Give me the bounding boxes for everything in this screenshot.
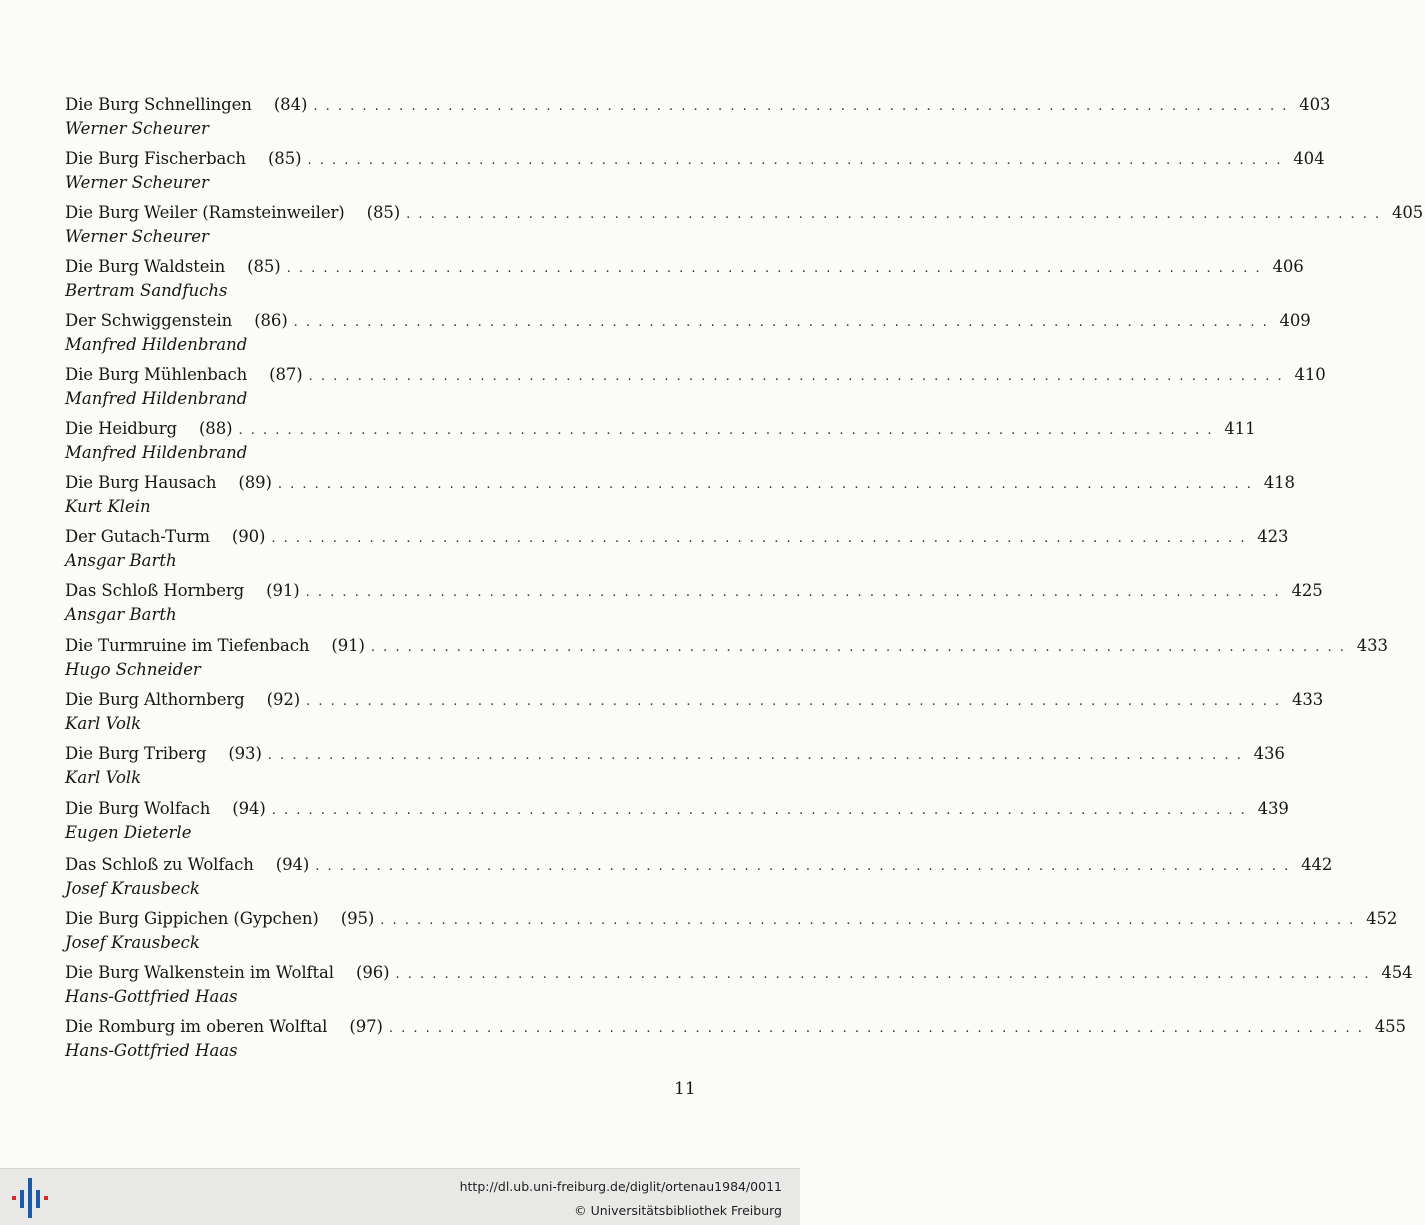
entry-title: Der Schwiggenstein	[65, 311, 233, 330]
toc-entry	[65, 148, 1325, 196]
entry-number: (95)	[340, 909, 375, 928]
entry-author: Kurt Klein	[65, 497, 151, 516]
entry-title: Das Schloß zu Wolfach	[65, 855, 254, 874]
entry-page: 439	[1257, 799, 1289, 818]
entry-author: Karl Volk	[65, 768, 142, 787]
entry-number: (85)	[366, 203, 401, 222]
dot-leader: . . . . . . . . . . . . . . . . . . . . . . . . . . . . . . . . . . . . . . . . . . . . . . . . . . . . . . . . . . . . . . . . . . . . . . . . . . . . . . . .	[380, 913, 1356, 928]
source-link[interactable]: http://dl.ub.uni-freiburg.de/diglit/ortenau1984/0011	[459, 1179, 782, 1194]
entry-title: Die Burg Hausach	[65, 473, 217, 492]
entry-author: Ansgar Barth	[65, 605, 177, 624]
entry-number: (85)	[267, 149, 302, 168]
dot-leader: . . . . . . . . . . . . . . . . . . . . . . . . . . . . . . . . . . . . . . . . . . . . . . . . . . . . . . . . . . . . . . . . . . . . . . . . . . . . . . . .	[271, 531, 1247, 546]
toc-entry	[65, 635, 1388, 683]
dot-leader: . . . . . . . . . . . . . . . . . . . . . . . . . . . . . . . . . . . . . . . . . . . . . . . . . . . . . . . . . . . . . . . . . . . . . . . . . . . . . . . .	[271, 803, 1247, 818]
dot-leader: . . . . . . . . . . . . . . . . . . . . . . . . . . . . . . . . . . . . . . . . . . . . . . . . . . . . . . . . . . . . . . . . . . . . . . . . . . . . . . . .	[267, 748, 1243, 763]
dot-leader: . . . . . . . . . . . . . . . . . . . . . . . . . . . . . . . . . . . . . . . . . . . . . . . . . . . . . . . . . . . . . . . . . . . . . . . . . . . . . . . .	[277, 477, 1253, 492]
toc-entry	[65, 854, 1333, 902]
entry-page: 442	[1301, 855, 1333, 874]
entry-page: 423	[1257, 527, 1289, 546]
toc-entry	[65, 1016, 1406, 1064]
footer-bar	[0, 1168, 800, 1225]
entry-title: Die Burg Mühlenbach	[65, 365, 248, 384]
dot-leader: . . . . . . . . . . . . . . . . . . . . . . . . . . . . . . . . . . . . . . . . . . . . . . . . . . . . . . . . . . . . . . . . . . . . . . . . . . . . . . . .	[388, 1021, 1364, 1036]
entry-page: 436	[1253, 744, 1285, 763]
entry-page: 406	[1272, 257, 1304, 276]
entry-number: (93)	[228, 744, 262, 763]
toc-entry	[65, 689, 1324, 737]
entry-number: (96)	[355, 963, 390, 982]
entry-number: (91)	[266, 581, 300, 600]
entry-page: 452	[1366, 909, 1398, 928]
entry-author: Hugo Schneider	[65, 660, 201, 679]
page-number: 11	[674, 1079, 696, 1099]
entry-page: 404	[1293, 149, 1325, 168]
entry-page: 418	[1263, 473, 1295, 492]
toc-entry	[65, 418, 1256, 466]
entry-author: Werner Scheurer	[65, 119, 209, 138]
toc-entry	[65, 526, 1289, 574]
entry-number: (86)	[254, 311, 288, 330]
entry-page: 411	[1224, 419, 1256, 438]
copyright-text: © Universitätsbibliothek Freiburg	[574, 1203, 782, 1218]
dot-leader: . . . . . . . . . . . . . . . . . . . . . . . . . . . . . . . . . . . . . . . . . . . . . . . . . . . . . . . . . . . . . . . . . . . . . . . . . . . . . . . .	[306, 694, 1282, 709]
entry-number: (84)	[273, 95, 308, 114]
entry-number: (90)	[231, 527, 266, 546]
entry-author: Ansgar Barth	[65, 551, 177, 570]
entry-page: 454	[1381, 963, 1413, 982]
entry-author: Eugen Dieterle	[65, 823, 192, 842]
toc-entry	[65, 256, 1304, 304]
entry-page: 409	[1279, 311, 1311, 330]
entry-author: Manfred Hildenbrand	[65, 389, 248, 408]
entry-author: Werner Scheurer	[65, 227, 209, 246]
entry-author: Manfred Hildenbrand	[65, 335, 248, 354]
entry-title: Die Burg Wolfach	[65, 799, 211, 818]
entry-title: Die Burg Walkenstein im Wolftal	[65, 963, 334, 982]
entry-page: 403	[1299, 95, 1331, 114]
entry-page: 425	[1291, 581, 1323, 600]
dot-leader: . . . . . . . . . . . . . . . . . . . . . . . . . . . . . . . . . . . . . . . . . . . . . . . . . . . . . . . . . . . . . . . . . . . . . . . . . . . . . . . .	[238, 423, 1214, 438]
entry-author: Josef Krausbeck	[65, 879, 200, 898]
entry-number: (94)	[232, 799, 266, 818]
entry-page: 410	[1294, 365, 1326, 384]
entry-number: (89)	[238, 473, 272, 492]
dot-leader: . . . . . . . . . . . . . . . . . . . . . . . . . . . . . . . . . . . . . . . . . . . . . . . . . . . . . . . . . . . . . . . . . . . . . . . . . . . . . . . .	[307, 153, 1283, 168]
toc-entry	[65, 472, 1295, 520]
entry-author: Manfred Hildenbrand	[65, 443, 248, 462]
dot-leader: . . . . . . . . . . . . . . . . . . . . . . . . . . . . . . . . . . . . . . . . . . . . . . . . . . . . . . . . . . . . . . . . . . . . . . . . . . . . . . . .	[406, 207, 1382, 222]
entry-author: Hans-Gottfried Haas	[65, 987, 238, 1006]
entry-title: Der Gutach-Turm	[65, 527, 210, 546]
toc-entry	[65, 580, 1323, 628]
toc-entry	[65, 202, 1424, 250]
toc-entry	[65, 743, 1285, 791]
entry-title: Die Turmruine im Tiefenbach	[65, 636, 310, 655]
entry-number: (88)	[198, 419, 233, 438]
toc-entry	[65, 962, 1413, 1010]
toc-entry	[65, 798, 1289, 846]
entry-author: Bertram Sandfuchs	[65, 281, 228, 300]
entry-page: 433	[1291, 690, 1324, 709]
dot-leader: . . . . . . . . . . . . . . . . . . . . . . . . . . . . . . . . . . . . . . . . . . . . . . . . . . . . . . . . . . . . . . . . . . . . . . . . . . . . . . . .	[370, 640, 1346, 655]
entry-title: Die Burg Schnellingen	[65, 95, 252, 114]
toc-entry	[65, 94, 1331, 142]
entry-title: Die Burg Waldstein	[65, 257, 226, 276]
entry-number: (92)	[266, 690, 301, 709]
entry-title: Die Burg Fischerbach	[65, 149, 246, 168]
entry-author: Hans-Gottfried Haas	[65, 1041, 238, 1060]
entry-title: Die Heidburg	[65, 419, 177, 438]
library-logo-icon	[10, 1178, 52, 1218]
entry-page: 433	[1356, 636, 1388, 655]
entry-page: 455	[1374, 1017, 1406, 1036]
dot-leader: . . . . . . . . . . . . . . . . . . . . . . . . . . . . . . . . . . . . . . . . . . . . . . . . . . . . . . . . . . . . . . . . . . . . . . . . . . . . . . . .	[315, 859, 1291, 874]
toc-entry	[65, 310, 1311, 358]
dot-leader: . . . . . . . . . . . . . . . . . . . . . . . . . . . . . . . . . . . . . . . . . . . . . . . . . . . . . . . . . . . . . . . . . . . . . . . . . . . . . . . .	[305, 585, 1281, 600]
dot-leader: . . . . . . . . . . . . . . . . . . . . . . . . . . . . . . . . . . . . . . . . . . . . . . . . . . . . . . . . . . . . . . . . . . . . . . . . . . . . . . . .	[395, 967, 1371, 982]
entry-title: Die Burg Triberg	[65, 744, 207, 763]
entry-title: Die Romburg im oberen Wolftal	[65, 1017, 328, 1036]
entry-title: Die Burg Gippichen (Gypchen)	[65, 909, 319, 928]
toc-entry	[65, 908, 1398, 956]
entry-number: (87)	[269, 365, 303, 384]
entry-number: (91)	[331, 636, 365, 655]
entry-author: Karl Volk	[65, 714, 142, 733]
entry-title: Die Burg Weiler (Ramsteinweiler)	[65, 203, 345, 222]
entry-page: 405	[1391, 203, 1424, 222]
dot-leader: . . . . . . . . . . . . . . . . . . . . . . . . . . . . . . . . . . . . . . . . . . . . . . . . . . . . . . . . . . . . . . . . . . . . . . . . . . . . . . . .	[308, 369, 1284, 384]
entry-title: Die Burg Althornberg	[65, 690, 245, 709]
entry-author: Werner Scheurer	[65, 173, 209, 192]
dot-leader: . . . . . . . . . . . . . . . . . . . . . . . . . . . . . . . . . . . . . . . . . . . . . . . . . . . . . . . . . . . . . . . . . . . . . . . . . . . . . . . .	[293, 315, 1269, 330]
entry-number: (97)	[349, 1017, 383, 1036]
entry-number: (94)	[275, 855, 310, 874]
toc-entry	[65, 364, 1326, 412]
entry-number: (85)	[247, 257, 281, 276]
entry-title: Das Schloß Hornberg	[65, 581, 245, 600]
dot-leader: . . . . . . . . . . . . . . . . . . . . . . . . . . . . . . . . . . . . . . . . . . . . . . . . . . . . . . . . . . . . . . . . . . . . . . . . . . . . . . . .	[313, 99, 1289, 114]
entry-author: Josef Krausbeck	[65, 933, 200, 952]
dot-leader: . . . . . . . . . . . . . . . . . . . . . . . . . . . . . . . . . . . . . . . . . . . . . . . . . . . . . . . . . . . . . . . . . . . . . . . . . . . . . . . .	[286, 261, 1262, 276]
